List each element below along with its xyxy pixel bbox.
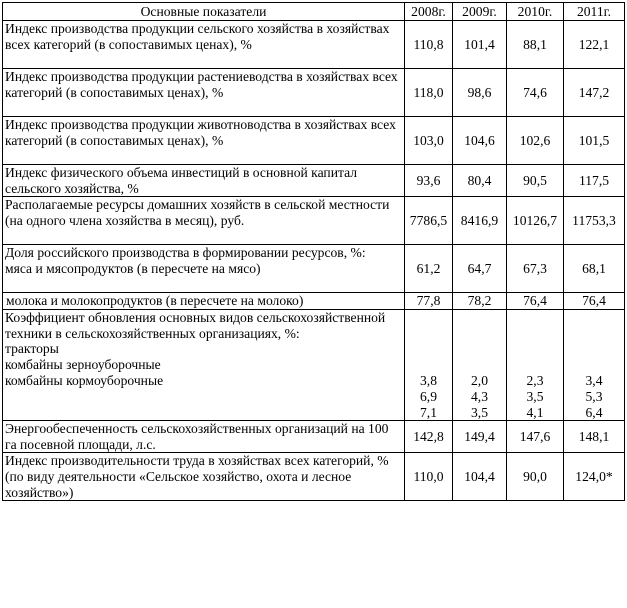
value-cell: 101,5	[564, 117, 625, 165]
table-row	[3, 165, 625, 197]
value-cell: 124,0*	[564, 453, 625, 501]
value-cell: 76,4	[507, 293, 564, 310]
value-cell-stack	[453, 310, 507, 421]
value-cell: 117,5	[564, 165, 625, 197]
value-cell: 67,3	[507, 245, 564, 293]
row-label: Энергообеспеченность сельскохозяйственных организаций на 100 га посевной площади, л.с.	[3, 421, 405, 453]
value-cell: 5,3	[585, 389, 603, 404]
value-cell: 102,6	[507, 117, 564, 165]
value-cell: 148,1	[564, 421, 625, 453]
value-cell: 110,0	[405, 453, 453, 501]
table-header-row	[3, 3, 625, 21]
row-label: Доля российского производства в формировании ресурсов, %:	[5, 245, 366, 261]
table-row	[3, 421, 625, 453]
value-cell: 2,3	[526, 373, 544, 389]
row-label-group	[3, 310, 405, 421]
value-cell: 2,0	[471, 373, 488, 389]
value-cell: 118,0	[405, 69, 453, 117]
row-sublabel: комбайны зерноуборочные	[5, 356, 161, 372]
value-cell: 6,9	[420, 389, 437, 404]
value-cell: 103,0	[405, 117, 453, 165]
table-row	[3, 69, 625, 117]
value-cell: 61,2	[405, 245, 453, 293]
value-cell: 93,6	[405, 165, 453, 197]
row-sublabel: мяса и мясопродуктов (в пересчете на мясо)	[5, 260, 261, 276]
value-cell: 78,2	[453, 293, 507, 310]
value-cell: 90,5	[507, 165, 564, 197]
row-label: молока и молокопродуктов (в пересчете на молоко)	[3, 293, 405, 310]
header-year-2009: 2009г.	[453, 3, 507, 21]
row-label: Индекс физического объема инвестиций в основной капитал сельского хозяйства, %	[3, 165, 405, 197]
value-cell: 10126,7	[507, 197, 564, 245]
value-cell: 80,4	[453, 165, 507, 197]
value-cell: 147,2	[564, 69, 625, 117]
table-row	[3, 245, 625, 293]
value-cell: 74,6	[507, 69, 564, 117]
value-cell: 3,4	[585, 373, 603, 389]
value-cell: 110,8	[405, 21, 453, 69]
value-cell: 76,4	[564, 293, 625, 310]
table-row	[3, 117, 625, 165]
value-cell-stack	[507, 310, 564, 421]
value-cell: 122,1	[564, 21, 625, 69]
value-cell-stack	[564, 310, 625, 421]
row-label: Индекс производительности труда в хозяйствах всех категорий, % (по виду деятельности «Сельское хозяйство, охота и лесное хозяйство»)	[3, 453, 405, 501]
value-cell: 4,1	[526, 404, 544, 420]
value-cell: 142,8	[405, 421, 453, 453]
header-indicator: Основные показатели	[3, 3, 405, 21]
value-cell: 149,4	[453, 421, 507, 453]
table-row	[3, 293, 625, 310]
row-label: Коэффициент обновления основных видов сельскохозяйственной техники в сельскохозяйственных организациях, %:	[5, 310, 386, 341]
row-sublabel: тракторы	[5, 341, 59, 357]
value-cell: 104,6	[453, 117, 507, 165]
table-row	[3, 310, 625, 421]
value-cell: 104,4	[453, 453, 507, 501]
row-label-group	[3, 245, 405, 293]
value-cell: 98,6	[453, 69, 507, 117]
table-row	[3, 453, 625, 501]
value-cell: 7,1	[420, 404, 437, 420]
row-label: Располагаемые ресурсы домашних хозяйств в сельской местности (на одного члена хозяйства в месяц), руб.	[3, 197, 405, 245]
header-year-2010: 2010г.	[507, 3, 564, 21]
value-cell: 88,1	[507, 21, 564, 69]
value-cell: 64,7	[453, 245, 507, 293]
value-cell-stack	[405, 310, 453, 421]
value-cell: 101,4	[453, 21, 507, 69]
value-cell: 90,0	[507, 453, 564, 501]
value-cell: 8416,9	[453, 197, 507, 245]
value-cell: 147,6	[507, 421, 564, 453]
value-cell: 6,4	[585, 404, 603, 420]
value-cell: 4,3	[471, 389, 488, 404]
row-label: Индекс производства продукции животноводства в хозяйствах всех категорий (в сопоставимых ценах), %	[3, 117, 405, 165]
indicators-table	[2, 2, 625, 501]
row-label: Индекс производства продукции сельского хозяйства в хозяйствах всех категорий (в сопоставимых ценах), %	[3, 21, 405, 69]
value-cell: 3,8	[420, 373, 437, 389]
value-cell: 68,1	[564, 245, 625, 293]
value-cell: 77,8	[405, 293, 453, 310]
value-cell: 3,5	[526, 389, 544, 404]
row-sublabel: комбайны кормоуборочные	[5, 372, 164, 388]
value-cell: 11753,3	[564, 197, 625, 245]
table-row	[3, 197, 625, 245]
header-year-2011: 2011г.	[564, 3, 625, 21]
header-year-2008: 2008г.	[405, 3, 453, 21]
value-cell: 7786,5	[405, 197, 453, 245]
row-label: Индекс производства продукции растениеводства в хозяйствах всех категорий (в сопоставимых ценах), %	[3, 69, 405, 117]
value-cell: 3,5	[471, 404, 488, 420]
table-row	[3, 21, 625, 69]
